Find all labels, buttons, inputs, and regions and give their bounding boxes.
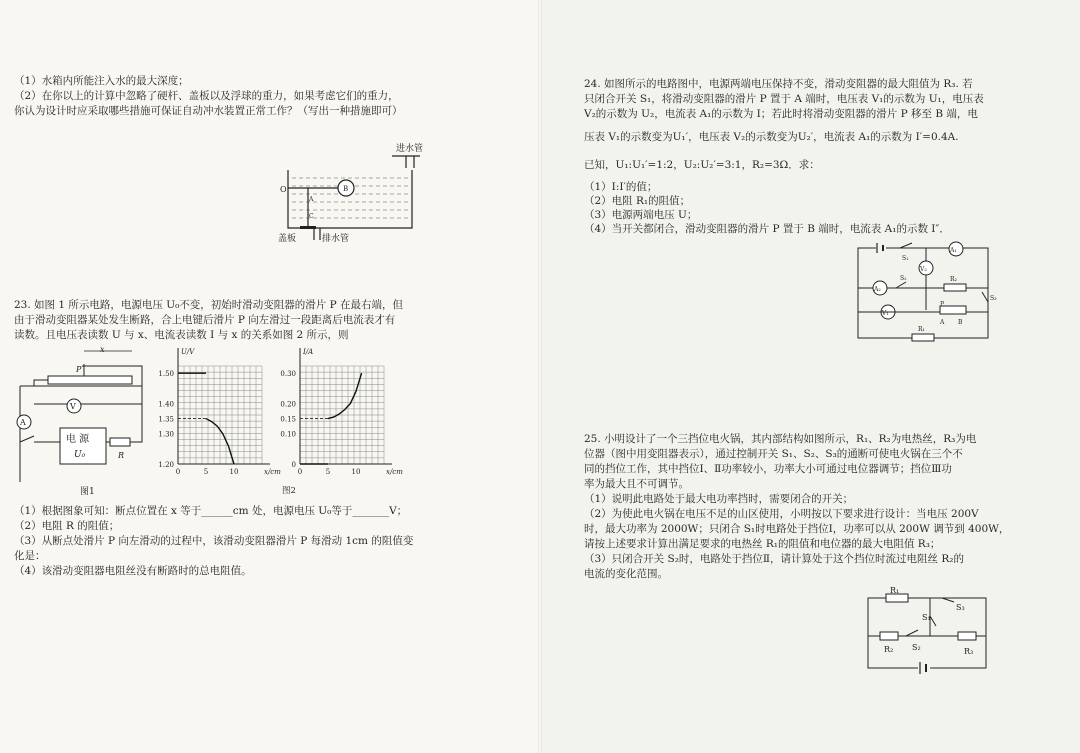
svg-text:S₃: S₃ bbox=[956, 603, 965, 612]
q25-line-2: 位器（图中用变阻器表示），通过控制开关 S₁、S₂、S₃的通断可使电火锅在三个不 bbox=[584, 448, 963, 460]
svg-text:P: P bbox=[940, 301, 945, 308]
y-tick-label: 0.10 bbox=[280, 430, 296, 439]
svg-text:S₂: S₂ bbox=[900, 275, 907, 282]
x-tick-label: 0 bbox=[175, 468, 181, 476]
q24-line-6: （1）I:I′的值； bbox=[584, 181, 658, 193]
q24-line-9: （4）当开关都闭合，滑动变阻器的滑片 P 置于 B 端时，电流表 A₁的示数 I″． bbox=[584, 223, 950, 235]
q23-sub-2: （2）电阻 R 的阻值； bbox=[14, 520, 120, 532]
svg-text:S₂: S₂ bbox=[912, 643, 921, 652]
q23-sub-3: （3）从断点处滑片 P 向左滑动的过程中，该滑动变阻器滑片 P 每滑动 1cm 的阻值变 bbox=[14, 535, 414, 547]
q24-line-3: V₂的示数为 U₂，电流表 A₁的示数为 I；若此时将滑动变阻器的滑片 P 移至 B 端，电 bbox=[584, 108, 978, 120]
switch-s3-icon bbox=[942, 598, 954, 602]
q25-line-9: （3）只闭合开关 S₂时，电路处于挡位Ⅱ，请计算处于这个挡位时流过电阻丝 R₂的 bbox=[584, 553, 965, 565]
y-tick-label: 0 bbox=[291, 461, 296, 469]
resistor-r1 bbox=[886, 594, 908, 602]
x-tick-label: 5 bbox=[203, 468, 209, 476]
x-axis-label: x/cm bbox=[386, 468, 403, 476]
series-line-1 bbox=[328, 373, 362, 418]
q25-line-1: 25. 小明设计了一个三挡位电火锅，其内部结构如图所示，R₁、R₂为电热丝，R₃为电 bbox=[584, 433, 977, 445]
svg-text:A: A bbox=[20, 418, 26, 427]
q22-line-1: （1）水箱内所能注入水的最大深度； bbox=[14, 75, 189, 87]
q25-line-7: 时，最大功率为 2000W；只闭合 S₁时电路处于挡位Ⅰ，功率可以从 200W 调节到 400W， bbox=[584, 523, 1010, 535]
svg-text:U₀: U₀ bbox=[74, 450, 86, 460]
svg-text:R₁: R₁ bbox=[918, 326, 925, 333]
switch-icon bbox=[20, 436, 34, 442]
q25-line-3: 同的挡位工作，其中挡位Ⅰ、Ⅱ功率较小，功率大小可通过电位器调节；挡位Ⅲ功 bbox=[584, 463, 952, 475]
inlet-label: 进水管 bbox=[396, 144, 424, 154]
page-fold bbox=[538, 0, 542, 753]
svg-text:A: A bbox=[309, 196, 314, 203]
q25-line-8: 请按上述要求计算出满足要求的电热丝 R₁的阻值和电位器的最大电阻值 R₃； bbox=[584, 538, 941, 550]
chart-voltage-vs-x bbox=[150, 346, 290, 480]
svg-text:x: x bbox=[100, 345, 105, 354]
q24-line-4: 压表 V₁的示数变为U₁′，电压表 V₂的示数变为U₂′，电流表 A₁的示数为 I′=0.4A. bbox=[584, 131, 959, 143]
q23-sub-1: （1）根据图象可知：断点位置在 x 等于______cm 处，电源电压 U₀等于_______V； bbox=[14, 505, 408, 517]
svg-text:R₃: R₃ bbox=[964, 647, 974, 656]
y-tick-label: 0.20 bbox=[280, 400, 296, 409]
svg-text:P: P bbox=[76, 365, 82, 374]
figure2-caption: 图2 bbox=[282, 486, 296, 496]
cover-label: 盖板 bbox=[278, 234, 297, 244]
resistor-r2 bbox=[944, 284, 966, 291]
figure1-caption: 图1 bbox=[80, 487, 95, 497]
q23-line-1: 23. 如图 1 所示电路，电源电压 U₀不变，初始时滑动变阻器的滑片 P 在最右端，但 bbox=[14, 299, 404, 311]
svg-text:R₂: R₂ bbox=[950, 276, 957, 283]
x-tick-label: 0 bbox=[297, 468, 303, 476]
svg-text:V₁: V₁ bbox=[882, 310, 889, 317]
x-tick-label: 10 bbox=[229, 468, 239, 476]
q25-line-5: （1）说明此电路处于最大电功率挡时，需要闭合的开关； bbox=[584, 493, 854, 505]
y-tick-label: 1.50 bbox=[158, 370, 174, 379]
q23-line-3: 读数。且电压表读数 U 与 x、电流表读数 I 与 x 的关系如图 2 所示，则 bbox=[14, 329, 349, 341]
drain-label: 排水管 bbox=[322, 234, 350, 244]
circuit-q25 bbox=[862, 586, 992, 676]
switch-s1-icon bbox=[900, 243, 912, 248]
svg-text:C: C bbox=[309, 213, 314, 220]
resistor-r2 bbox=[880, 632, 898, 640]
q24-line-2: 只闭合开关 S₁，将滑动变阻器的滑片 P 置于 A 端时，电压表 V₁的示数为 U₁，电压表 bbox=[584, 93, 984, 105]
q23-sub-5: （4）该滑动变阻器电阻丝没有断路时的总电阻值。 bbox=[14, 565, 252, 577]
resistor-r1 bbox=[912, 334, 934, 341]
svg-text:S₁: S₁ bbox=[902, 255, 909, 262]
circuit-q24 bbox=[848, 240, 1000, 344]
y-axis-label: I/A bbox=[303, 348, 314, 356]
y-tick-label: 1.40 bbox=[158, 400, 174, 409]
svg-text:R₂: R₂ bbox=[884, 645, 894, 654]
q25-line-6: （2）为使此电火锅在电压不足的山区使用，小明按以下要求进行设计：当电压 200V bbox=[584, 508, 979, 520]
rheostat-r3 bbox=[958, 632, 976, 640]
y-tick-label: 0.15 bbox=[280, 415, 296, 424]
svg-text:R: R bbox=[118, 451, 125, 460]
q22-line-3: 你认为设计时应采取哪些措施可保证自动冲水装置正常工作？（写出一种措施即可） bbox=[14, 105, 403, 117]
figure1-circuit bbox=[12, 342, 160, 498]
svg-text:A₂: A₂ bbox=[874, 286, 881, 293]
q22-line-2: （2）在你以上的计算中忽略了硬杆、盖板以及浮球的重力，如果考虑它们的重力， bbox=[14, 90, 399, 102]
svg-text:B: B bbox=[958, 319, 963, 326]
switch-s3-icon bbox=[982, 292, 988, 302]
y-tick-label: 1.35 bbox=[158, 415, 174, 424]
svg-text:B: B bbox=[343, 185, 349, 193]
y-axis-label: U/V bbox=[181, 348, 195, 356]
switch-s2-icon bbox=[896, 282, 906, 288]
y-tick-label: 0.30 bbox=[280, 370, 296, 379]
switch-s1-icon bbox=[930, 616, 936, 626]
q24-line-1: 24. 如图所示的电路图中，电源两端电压保持不变，滑动变阻器的最大阻值为 R₃. 若 bbox=[584, 78, 973, 90]
svg-text:A₁: A₁ bbox=[950, 247, 957, 254]
svg-text:电 源: 电 源 bbox=[66, 434, 90, 445]
q24-line-7: （2）电阻 R₁的阻值； bbox=[584, 195, 691, 207]
q24-line-5: 已知，U₁:U₁′=1:2，U₂:U₂′=3:1，R₂=3Ω．求： bbox=[584, 159, 820, 171]
svg-text:S₁: S₁ bbox=[922, 613, 931, 622]
svg-text:R₁: R₁ bbox=[890, 586, 900, 595]
q25-line-4: 率为最大且不可调节。 bbox=[584, 478, 689, 490]
svg-text:V: V bbox=[70, 402, 76, 411]
q23-sub-4: 化是： bbox=[14, 550, 46, 562]
y-tick-label: 1.30 bbox=[158, 430, 174, 439]
svg-text:A: A bbox=[940, 319, 945, 326]
switch-s2-icon bbox=[906, 630, 918, 636]
x-axis-label: x/cm bbox=[264, 468, 281, 476]
y-tick-label: 1.20 bbox=[158, 461, 174, 469]
x-tick-label: 5 bbox=[325, 468, 331, 476]
svg-text:V₂: V₂ bbox=[920, 266, 927, 273]
pivot-label: O bbox=[280, 185, 287, 194]
tank-figure bbox=[272, 140, 432, 245]
q24-line-8: （3）电源两端电压 U； bbox=[584, 209, 698, 221]
q25-line-10: 电流的变化范围。 bbox=[584, 568, 668, 580]
x-tick-label: 10 bbox=[351, 468, 361, 476]
svg-text:S₃: S₃ bbox=[990, 295, 997, 302]
chart-current-vs-x bbox=[276, 346, 411, 480]
q23-line-2: 由于滑动变阻器某处发生断路，合上电键后滑片 P 向左滑过一段距离后电流表才有 bbox=[14, 314, 396, 326]
